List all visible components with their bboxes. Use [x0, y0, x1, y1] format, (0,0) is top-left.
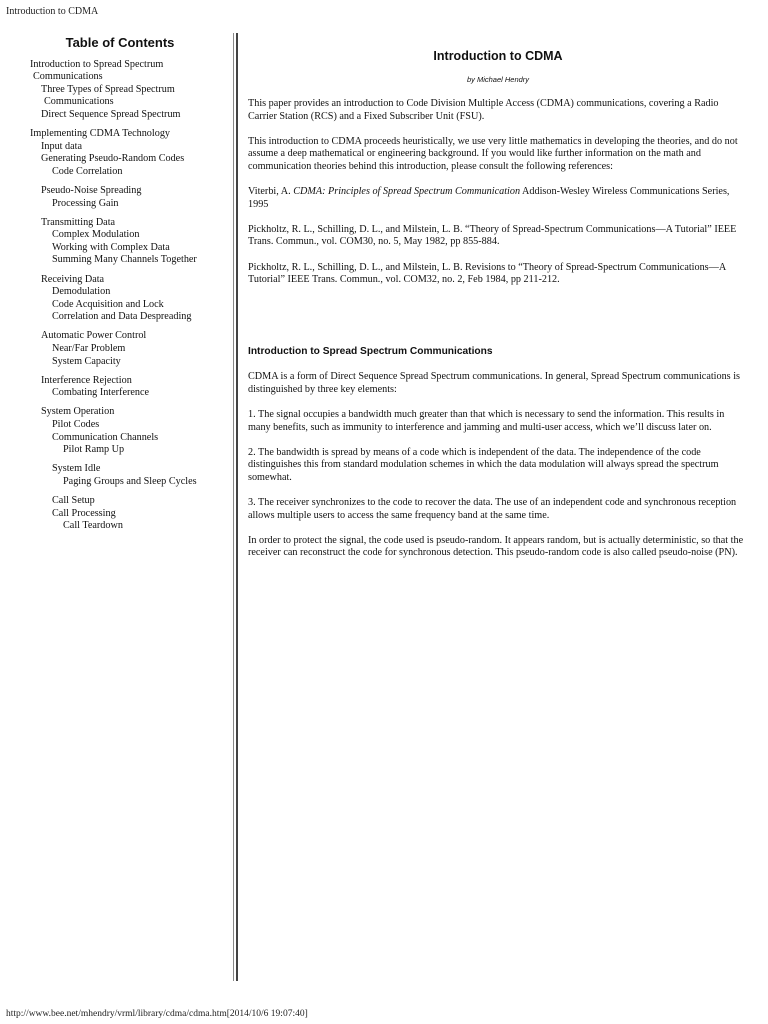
- toc-link[interactable]: Input data: [41, 140, 83, 152]
- toc-link[interactable]: Summing Many Channels Together: [52, 254, 197, 266]
- toc-link[interactable]: Call Teardown: [63, 520, 123, 532]
- toc-link[interactable]: Paging Groups and Sleep Cycles: [63, 475, 197, 487]
- print-footer-url: http://www.bee.net/mhendry/vrml/library/cdma/cdma.htm[2014/10/6 19:07:40]: [6, 1009, 308, 1019]
- toc-link[interactable]: Call Setup: [52, 494, 95, 506]
- toc-link[interactable]: Communication Channels: [52, 431, 159, 443]
- intro-paragraph-1: This paper provides an introduction to Code Division Multiple Access (CDMA) communications, covering a Radio Carrier Station (RCS) and a Fixed Subscriber Unit (FSU).: [248, 98, 719, 122]
- frame-divider[interactable]: [233, 33, 238, 981]
- reference-1: [248, 186, 748, 211]
- toc-link[interactable]: Working with Complex Data: [52, 241, 170, 253]
- toc-link[interactable]: Demodulation: [52, 286, 111, 298]
- page-title: Introduction to CDMA: [433, 49, 563, 63]
- section-paragraph-5: In order to protect the signal, the code used is pseudo-random. It appears random, but is actually deterministic, so that the receiver can reconstruct the code for synchronous detection. This pseudo-random code is also called pseudo-noise (PN).: [248, 534, 744, 559]
- toc-link[interactable]: Direct Sequence Spread Spectrum: [41, 108, 181, 120]
- toc-link[interactable]: Transmitting Data: [41, 216, 116, 228]
- toc-link[interactable]: Pilot Codes: [52, 418, 100, 430]
- toc-link[interactable]: Correlation and Data Despreading: [52, 311, 192, 323]
- print-header: Introduction to CDMA: [6, 6, 99, 17]
- reference-2: Pickholtz, R. L., Schilling, D. L., and Milstein, L. B. “Theory of Spread-Spectrum Communications—A Tutorial” IEEE Trans. Commun., vol. COM30, no. 5, May 1982, pp 855-884.: [248, 223, 737, 248]
- toc-link[interactable]: Communications: [44, 96, 114, 108]
- toc-link[interactable]: System Operation: [41, 406, 115, 418]
- toc-link[interactable]: Implementing CDMA Technology: [30, 128, 171, 140]
- main-content: [248, 50, 748, 572]
- toc-link[interactable]: Communications: [33, 71, 103, 83]
- section-paragraph-2: 1. The signal occupies a bandwidth much greater than that which is necessary to send the information. This results in many benefits, such as immunity to interference and jamming and multi-user access, which we’ll discuss later on.: [248, 409, 725, 433]
- toc-link[interactable]: Combating Interference: [52, 387, 150, 399]
- toc-link[interactable]: Generating Pseudo-Random Codes: [41, 153, 185, 165]
- toc-link[interactable]: Automatic Power Control: [41, 330, 147, 342]
- toc-list: [0, 59, 230, 533]
- intro-paragraph-2: This introduction to CDMA proceeds heuristically, we use very little mathematics in developing the theories, and do not assume a deep mathematical or engineering background. If you would like further information on the math and communication theories behind this introduction, please consult the following references:: [248, 135, 738, 173]
- toc-link[interactable]: Complex Modulation: [52, 229, 140, 241]
- toc-link[interactable]: System Idle: [52, 463, 101, 475]
- section-paragraph-3: 2. The bandwidth is spread by means of a code which is independent of the data. The independence of the code distinguishes this from standard modulation schemes in which the data modulation will always spread the spectrum somewhat.: [248, 446, 719, 483]
- toc-link[interactable]: Processing Gain: [52, 197, 119, 209]
- byline: by Michael Hendry: [466, 74, 530, 84]
- toc-link[interactable]: Three Types of Spread Spectrum: [41, 83, 175, 95]
- toc-link[interactable]: Pseudo-Noise Spreading: [41, 184, 142, 196]
- toc-link[interactable]: Introduction to Spread Spectrum: [30, 58, 164, 70]
- toc-title: Table of Contents: [65, 35, 175, 50]
- toc-link[interactable]: Receiving Data: [41, 273, 105, 285]
- toc-link[interactable]: Pilot Ramp Up: [63, 444, 125, 456]
- table-of-contents: [0, 37, 230, 533]
- reference-1-author: Viterbi, A.: [248, 186, 294, 198]
- reference-1-title: CDMA: Principles of Spread Spectrum Communication: [293, 186, 521, 198]
- section-heading: Introduction to Spread Spectrum Communications: [248, 345, 493, 357]
- toc-link[interactable]: Code Acquisition and Lock: [52, 298, 164, 310]
- toc-link[interactable]: System Capacity: [52, 355, 121, 367]
- toc-link[interactable]: Code Correlation: [52, 165, 123, 177]
- reference-3: Pickholtz, R. L., Schilling, D. L., and Milstein, L. B. Revisions to “Theory of Spread-Spectrum Communications—A Tutorial” IEEE Trans. Commun., vol. COM32, no. 2, Feb 1984, pp 211-212.: [248, 261, 726, 286]
- toc-link[interactable]: Call Processing: [52, 507, 116, 519]
- section-paragraph-1: CDMA is a form of Direct Sequence Spread Spectrum communications. In general, Spread Spectrum communications is distinguished by three key elements:: [248, 371, 740, 395]
- reference-1-rest: Addison-Wesley Wireless Communications Series, 1995: [248, 186, 730, 210]
- toc-link[interactable]: Near/Far Problem: [52, 342, 126, 354]
- section-paragraph-4: 3. The receiver synchronizes to the code to recover the data. The use of an independent code and synchronous reception allows multiple users to access the same frequency band at the same time.: [248, 496, 737, 521]
- toc-link[interactable]: Interference Rejection: [41, 374, 132, 386]
